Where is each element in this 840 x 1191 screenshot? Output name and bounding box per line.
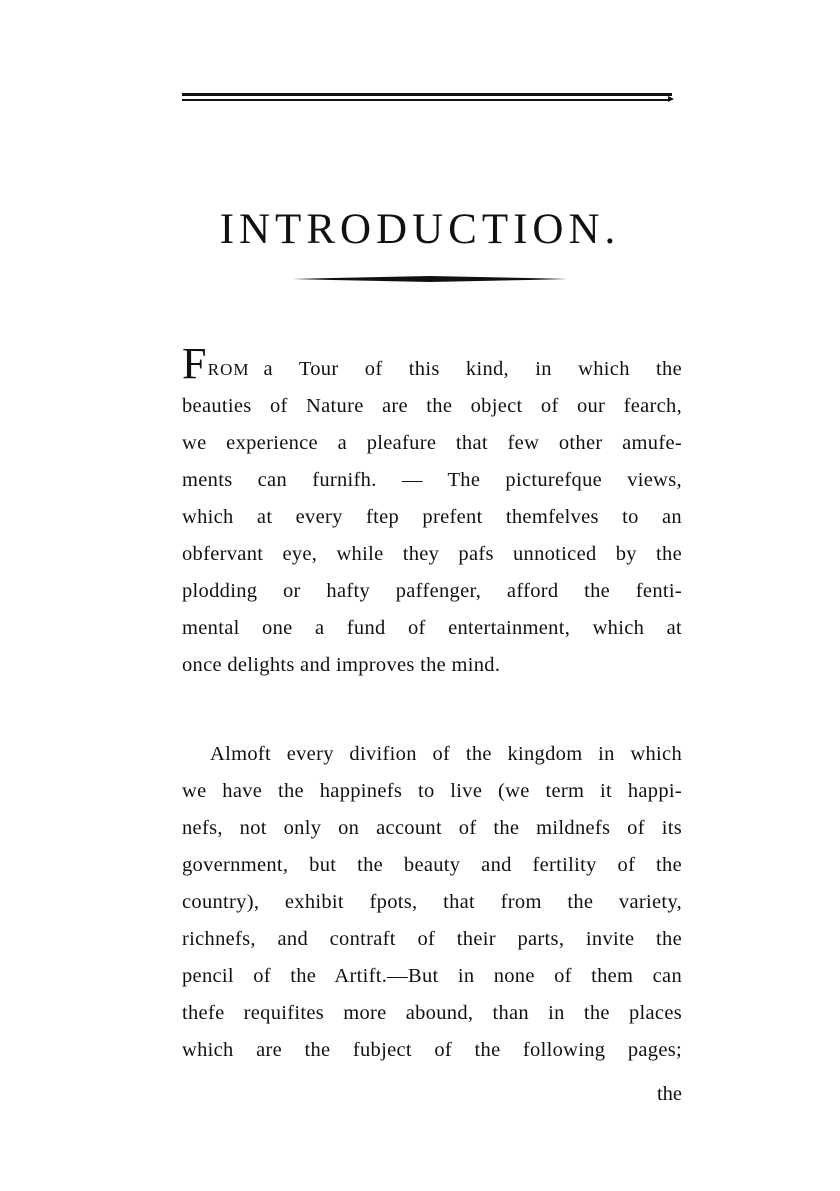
paragraph-1: [182, 339, 682, 684]
paragraph-2-line-5: country), exhibit fpots, that from the variety,: [182, 891, 682, 913]
page-title: INTRODUCTION.: [219, 205, 621, 253]
paragraph-2-line-1: Almoft every divifion of the kingdom in which: [210, 743, 682, 765]
paragraph-2-line-8: thefe requifites more abound, than in the places: [182, 1002, 682, 1024]
paragraph-2-line-2: we have the happinefs to live (we term it happi-: [182, 780, 682, 802]
paragraph-1-line-9: once delights and improves the mind.: [182, 654, 501, 676]
paragraph-2: [182, 736, 682, 1069]
ornamental-rule: [292, 275, 568, 283]
drop-cap: F: [182, 339, 207, 388]
paragraph-1-line-5: which at every ftep prefent themfelves to an: [182, 506, 682, 528]
paragraph-1-line-4: ments can furnifh. — The picturefque views,: [182, 469, 682, 491]
paragraph-1-line-7: plodding or hafty paffenger, afford the fenti-: [182, 580, 682, 602]
paragraph-1-line-6: obfervant eye, while they pafs unnoticed by the: [182, 543, 682, 565]
paragraph-2-line-9: which are the fubject of the following pages;: [182, 1039, 682, 1061]
paragraph-1-line-3: we experience a pleafure that few other amufe-: [182, 432, 682, 454]
top-double-rule: [182, 93, 674, 103]
paragraph-2-line-7: pencil of the Artift.—But in none of them can: [182, 965, 682, 987]
paragraph-2-line-6: richnefs, and contraft of their parts, invite the: [182, 928, 682, 950]
paragraph-2-line-4: government, but the beauty and fertility of the: [182, 854, 682, 876]
small-caps-word: ROM: [207, 360, 250, 379]
paragraph-2-line-3: nefs, not only on account of the mildnefs of its: [182, 817, 682, 839]
paragraph-1-line-1: FROM a Tour of this kind, in which the: [182, 339, 682, 388]
paragraph-1-line-2: beauties of Nature are the object of our fearch,: [182, 395, 682, 417]
paragraph-1-line-8: mental one a fund of entertainment, which at: [182, 617, 682, 639]
catchword: the: [656, 1083, 682, 1105]
